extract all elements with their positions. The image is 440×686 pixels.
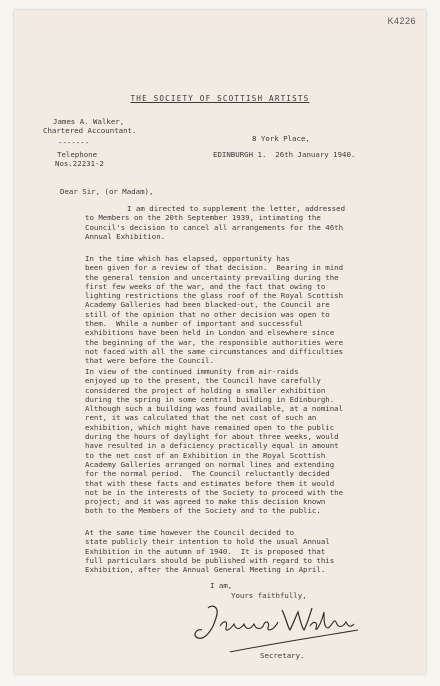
sender-name: James A. Walker, <box>53 117 125 126</box>
telephone-label: Telephone <box>57 150 98 159</box>
address-city-date: EDINBURGH 1. 26th January 1940. <box>213 150 356 159</box>
handwritten-signature <box>190 600 360 655</box>
letter-page <box>14 10 426 674</box>
paragraph-4: At the same time however the Council decided to state publicly their intention to hold the usual Annual Exhibition in the autumn of 1940. It is proposed that full particulars should be published with regard to this Exhibition, after the Annual General Meeting in April. <box>85 528 335 575</box>
society-title: THE SOCIETY OF SCOTTISH ARTISTS <box>130 94 310 103</box>
signature-graphic <box>190 600 360 655</box>
sender-title: Chartered Accountant. <box>43 126 137 135</box>
reference-number: K4226 <box>387 16 416 26</box>
paragraph-1: I am directed to supplement the letter, addressed to Members on the 20th September 1939, intimating the Council's decision to cancel all arrangements for the 46th Annual Exhibition. <box>85 204 346 241</box>
salutation: Dear Sir, (or Madam), <box>60 187 154 196</box>
sender-divider: ------- <box>58 138 90 147</box>
signatory-role: Secretary. <box>260 651 305 660</box>
paragraph-2: In the time which has elapsed, opportunity has been given for a review of that decision. Bearing in mind the general tension and uncertainty prevailing during the first few weeks of the war, and the fact that owing to lighting restrictions the glass roof of the Royal Scottish Academy Galleries had been blacked-out, the Council are still of the opinion that no other decision was open to them. While a number of important and successful exhibitions have been held in London and elsewhere since the beginning of the war, the responsible authorities were not faced with all the same circumstances and difficulties that were before the Council. <box>85 254 344 366</box>
closing-yours-faithfully: Yours faithfully, <box>231 591 307 600</box>
paragraph-3: In view of the continued immunity from air-raids enjoyed up to the present, the Council have carefully considered the project of holding a smaller exhibition during the spring in some central building in Edinburgh. Although such a building was found available, at a nominal rent, it was calculated that the net cost of such an exhibition, which might have remained open to the public during the hours of daylight for about three weeks, would have resulted in a deficiency practically equal in amount to the net cost of an Exhibition in the Royal Scottish Academy Galleries arranged on normal lines and extending for the normal period. The Council reluctantly decided that with these facts and estimates before them it would not be in the interests of the Society to proceed with the project; and it was agreed to make this decision known both to the Members of the Society and to the public. <box>85 367 344 516</box>
telephone-number: Nos.22231-2 <box>55 159 104 168</box>
address-street: 8 York Place, <box>252 134 310 143</box>
closing-i-am: I am, <box>210 581 233 590</box>
